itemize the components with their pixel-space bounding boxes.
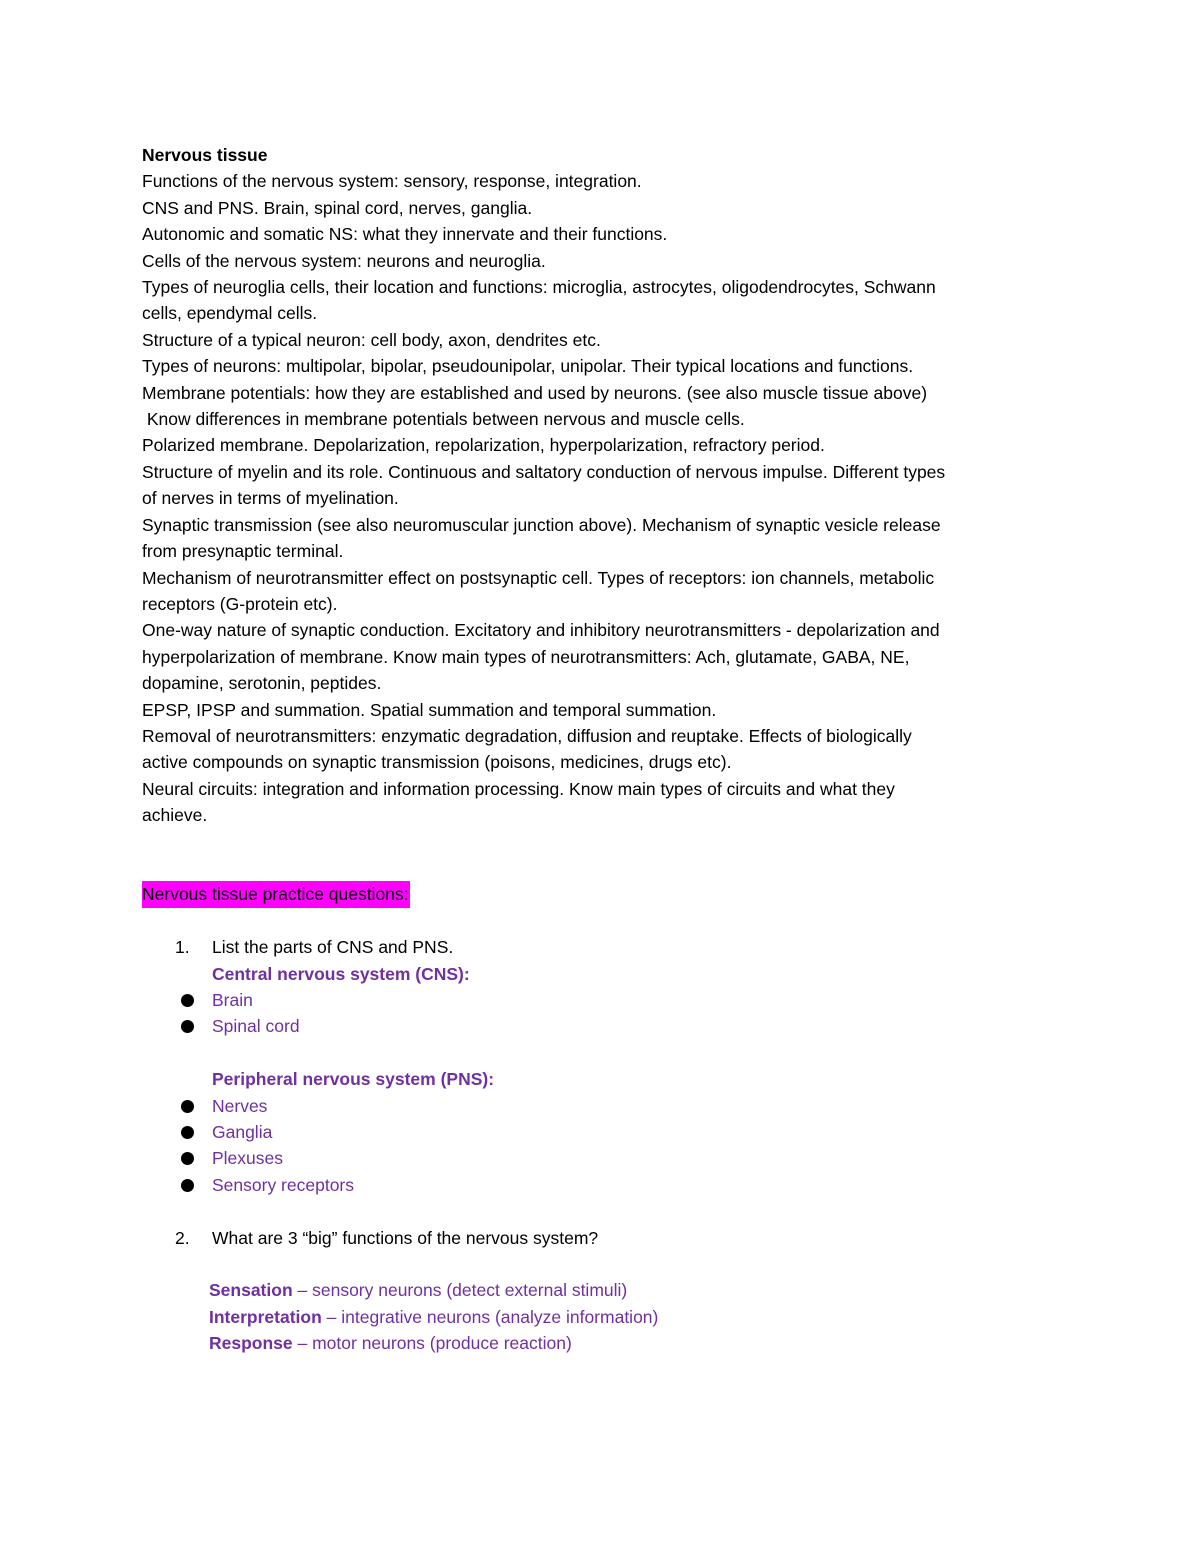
topic-line: Types of neurons: multipolar, bipolar, pseudounipolar, unipolar. Their typical locations and functions. bbox=[142, 356, 914, 377]
list-item-text: Nerves bbox=[212, 1095, 268, 1116]
topic-line: EPSP, IPSP and summation. Spatial summation and temporal summation. bbox=[142, 699, 717, 720]
topic-line: Structure of a typical neuron: cell body, axon, dendrites etc. bbox=[142, 329, 601, 350]
function-answer bbox=[142, 1277, 1072, 1303]
blank-line bbox=[142, 1040, 1072, 1066]
question-text: List the parts of CNS and PNS. bbox=[212, 937, 454, 958]
function-answer bbox=[142, 1304, 1072, 1330]
topic-line: Structure of myelin and its role. Continuous and saltatory conduction of nervous impulse. Different types bbox=[142, 461, 946, 482]
list-item bbox=[142, 1119, 1072, 1145]
bullet-icon bbox=[181, 1100, 194, 1113]
answer-cns-heading: Central nervous system (CNS): bbox=[212, 963, 470, 984]
bullet-icon bbox=[181, 1179, 194, 1192]
topic-line: receptors (G-protein etc). bbox=[142, 593, 338, 614]
cns-list bbox=[142, 987, 1072, 1040]
topic-line: Neural circuits: integration and information processing. Know main types of circuits and what they bbox=[142, 778, 895, 799]
question-2 bbox=[142, 1225, 1072, 1251]
topic-line: dopamine, serotonin, peptides. bbox=[142, 673, 382, 694]
practice-heading-line bbox=[142, 881, 1072, 907]
list-item bbox=[142, 1145, 1072, 1171]
function-description: – integrative neurons (analyze information) bbox=[321, 1306, 659, 1327]
list-item bbox=[142, 1172, 1072, 1198]
topic-line: CNS and PNS. Brain, spinal cord, nerves, ganglia. bbox=[142, 197, 533, 218]
blank-line bbox=[142, 1198, 1072, 1224]
topic-line: Functions of the nervous system: sensory, response, integration. bbox=[142, 171, 642, 192]
function-term: Response bbox=[209, 1333, 293, 1354]
bullet-icon bbox=[181, 994, 194, 1007]
topic-line: Types of neuroglia cells, their location and functions: microglia, astrocytes, oligodendrocytes, Schwann bbox=[142, 277, 936, 298]
topic-line: active compounds on synaptic transmission (poisons, medicines, drugs etc). bbox=[142, 752, 732, 773]
question-number: 2. bbox=[175, 1227, 190, 1248]
function-term: Interpretation bbox=[209, 1306, 322, 1327]
section-spacer bbox=[142, 829, 1072, 882]
topic-line: achieve. bbox=[142, 805, 208, 826]
function-term: Sensation bbox=[209, 1280, 293, 1301]
bullet-icon bbox=[181, 1020, 194, 1033]
function-description: – sensory neurons (detect external stimuli) bbox=[292, 1280, 628, 1301]
document-page bbox=[142, 142, 1072, 1357]
list-item-text: Spinal cord bbox=[212, 1016, 300, 1037]
topic-line: One-way nature of synaptic conduction. Excitatory and inhibitory neurotransmitters - depolarization and bbox=[142, 620, 940, 641]
question-text: What are 3 “big” functions of the nervous system? bbox=[212, 1227, 599, 1248]
topic-line: Cells of the nervous system: neurons and neuroglia. bbox=[142, 250, 546, 271]
function-answer bbox=[142, 1330, 1072, 1356]
function-description: – motor neurons (produce reaction) bbox=[292, 1333, 572, 1354]
topic-line: Synaptic transmission (see also neuromuscular junction above). Mechanism of synaptic vesicle release bbox=[142, 514, 941, 535]
answer-pns-heading: Peripheral nervous system (PNS): bbox=[212, 1069, 495, 1090]
list-item bbox=[142, 987, 1072, 1013]
question-list bbox=[142, 934, 1072, 1356]
topic-line: Autonomic and somatic NS: what they innervate and their functions. bbox=[142, 224, 668, 245]
practice-heading: Nervous tissue practice questions: bbox=[142, 881, 410, 907]
list-item-text: Sensory receptors bbox=[212, 1174, 355, 1195]
question-1 bbox=[142, 934, 1072, 960]
document-title: Nervous tissue bbox=[142, 145, 268, 165]
list-item bbox=[142, 1093, 1072, 1119]
question-number: 1. bbox=[175, 937, 190, 958]
pns-list bbox=[142, 1093, 1072, 1199]
list-item bbox=[142, 1013, 1072, 1039]
topic-lines bbox=[142, 168, 1072, 828]
topic-line: Removal of neurotransmitters: enzymatic degradation, diffusion and reuptake. Effects of biologically bbox=[142, 725, 912, 746]
bullet-icon bbox=[181, 1126, 194, 1139]
topic-line: Membrane potentials: how they are established and used by neurons. (see also muscle tissue above) bbox=[142, 382, 928, 403]
topic-line: Know differences in membrane potentials between nervous and muscle cells. bbox=[142, 409, 745, 430]
list-item-text: Brain bbox=[212, 989, 253, 1010]
answer-cns-heading-row bbox=[142, 961, 1072, 987]
topic-line: cells, ependymal cells. bbox=[142, 303, 318, 324]
topic-line: from presynaptic terminal. bbox=[142, 541, 344, 562]
topic-line: Polarized membrane. Depolarization, repolarization, hyperpolarization, refractory period. bbox=[142, 435, 825, 456]
list-item-text: Ganglia bbox=[212, 1121, 273, 1142]
blank-line bbox=[142, 1251, 1072, 1277]
topic-line: Mechanism of neurotransmitter effect on postsynaptic cell. Types of receptors: ion channels, metabolic bbox=[142, 567, 935, 588]
topic-line: of nerves in terms of myelination. bbox=[142, 488, 399, 509]
answer-pns-heading-row bbox=[142, 1066, 1072, 1092]
topic-line: hyperpolarization of membrane. Know main types of neurotransmitters: Ach, glutamate, GABA, NE, bbox=[142, 646, 910, 667]
bullet-icon bbox=[181, 1152, 194, 1165]
list-item-text: Plexuses bbox=[212, 1148, 284, 1169]
